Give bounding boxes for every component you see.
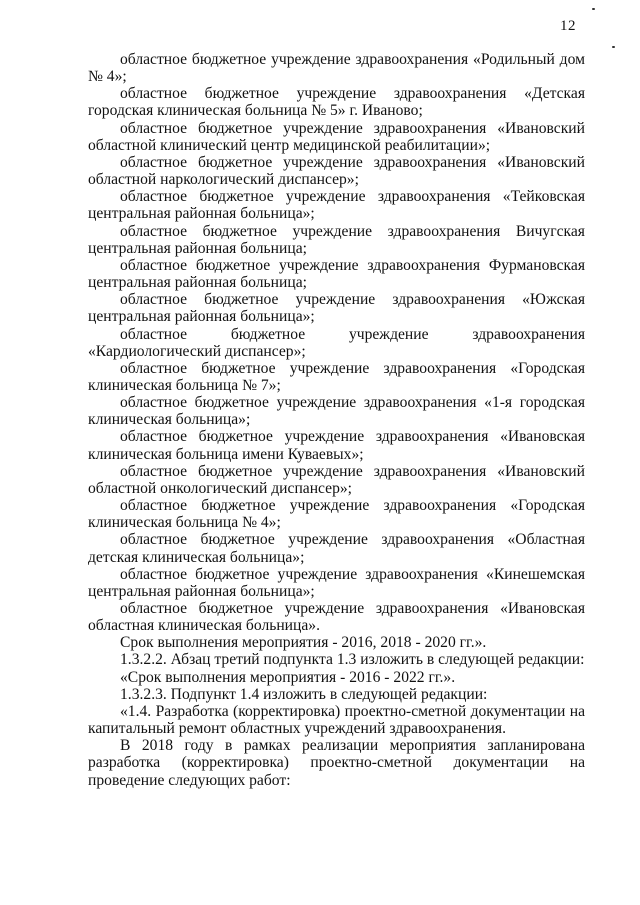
paragraph: В 2018 году в рамках реализации мероприятия запланирована разработка (корректировка) проектно-сметной документации на проведение следующих работ:	[88, 737, 585, 789]
paragraph: областное бюджетное учреждение здравоохранения «Городская клиническая больница № 4»;	[88, 497, 585, 532]
paragraph: областное бюджетное учреждение здравоохранения «Тейковская центральная районная больница»;	[88, 188, 585, 223]
paragraph: областное бюджетное учреждение здравоохранения «Родильный дом № 4»;	[88, 51, 585, 86]
paragraph: областное бюджетное учреждение здравоохранения «Городская клиническая больница № 7»;	[88, 359, 585, 394]
paragraph: областное бюджетное учреждение здравоохранения «Ивановская клиническая больница имени Куваевых»;	[88, 428, 585, 463]
paragraph: областное бюджетное учреждение здравоохранения «Ивановская областная клиническая больница».	[88, 600, 585, 635]
paragraph: областное бюджетное учреждение здравоохранения «Ивановский областной наркологический диспансер»;	[88, 153, 585, 189]
paragraph: областное бюджетное учреждение здравоохранения «Кардиологический диспансер»;	[88, 325, 585, 360]
paragraph: «1.4. Разработка (корректировка) проектно-сметной документации на капитальный ремонт областных учреждений здравоохранения.	[88, 702, 585, 738]
paragraph: 1.3.2.2. Абзац третий подпункта 1.3 изложить в следующей редакции:	[120, 651, 585, 669]
paragraph: областное бюджетное учреждение здравоохранения «1-я городская клиническая больница»;	[88, 394, 585, 429]
paragraph: областное бюджетное учреждение здравоохранения Фурмановская центральная районная больница;	[88, 256, 585, 292]
document-body	[88, 51, 585, 789]
paragraph: областное бюджетное учреждение здравоохранения «Южская центральная районная больница»;	[88, 291, 585, 326]
scan-speck	[612, 46, 615, 48]
page-number: 12	[560, 18, 576, 34]
scan-speck	[592, 8, 595, 10]
paragraph: областное бюджетное учреждение здравоохранения «Ивановский областной онкологический диспансер»;	[88, 462, 585, 497]
paragraph: областное бюджетное учреждение здравоохранения «Детская городская клиническая больница № 5» г. Иваново;	[88, 85, 585, 120]
paragraph: 1.3.2.3. Подпункт 1.4 изложить в следующей редакции:	[120, 685, 488, 703]
paragraph: областное бюджетное учреждение здравоохранения «Областная детская клиническая больница»;	[88, 531, 585, 566]
paragraph: областное бюджетное учреждение здравоохранения «Кинешемская центральная районная больница»;	[88, 565, 585, 600]
paragraph: Срок выполнения мероприятия - 2016, 2018 - 2020 гг.».	[120, 634, 487, 652]
paragraph: областное бюджетное учреждение здравоохранения «Ивановский областной клинический центр медицинской реабилитации»;	[88, 119, 585, 154]
paragraph: областное бюджетное учреждение здравоохранения Вичугская центральная районная больница;	[88, 222, 585, 257]
paragraph: «Срок выполнения мероприятия - 2016 - 2022 гг.».	[120, 668, 456, 686]
